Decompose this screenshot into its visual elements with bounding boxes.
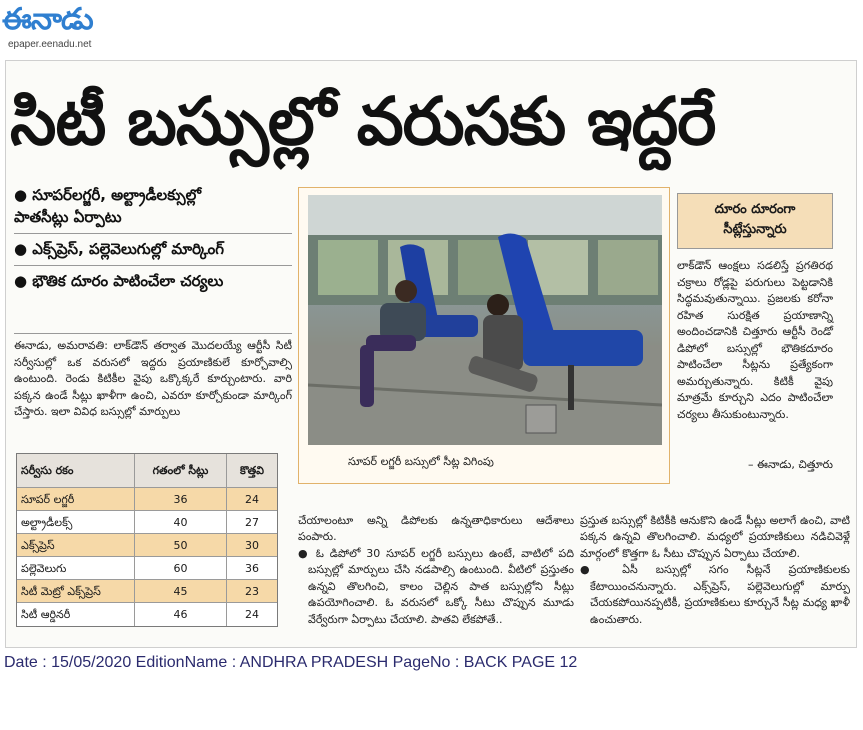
highlight-bullet: ● ఎక్స్‌ప్రెస్, పల్లెవెలుగుల్లో మార్కింగ్: [14, 234, 292, 266]
table-header-row: [17, 454, 277, 488]
logo-wordmark: ఈనాడు: [2, 2, 93, 37]
bus-seats-photo: [308, 195, 662, 445]
article-headline: సిటీ బస్సుల్లో వరుసకు ఇద్దరే: [10, 83, 716, 160]
table-row: [17, 603, 277, 626]
bus-interior-illustration: [308, 195, 662, 445]
seat-count-table: [16, 453, 278, 627]
article-column-a: [298, 496, 574, 645]
site-url[interactable]: epaper.eenadu.net: [8, 39, 92, 50]
highlight-bullet: ● సూపర్‌లగ్జరీ, అల్ట్రాడీలక్సుల్లో పాతసీట్లు ఏర్పాటు: [14, 180, 292, 234]
table-header-cell: సర్వీసు రకం: [17, 454, 135, 487]
table-row: [17, 511, 277, 534]
photo-caption: [308, 451, 662, 473]
new-seats-cell: 24: [245, 493, 259, 506]
old-seats-cell: 46: [135, 603, 227, 626]
sidebar-body: లాక్‌డౌన్ ఆంక్షలు సడలిస్తే ప్రగతిరథ చక్రాలు రోడ్లపై పరుగులు పెట్టడానికి సిద్ధమవుతున్నాయి. ప్రజలకు కరోనా రహిత సురక్షిత ప్రయాణాన్ని అందించడానికి చిత్తూరు ఆర్టీసీ రెండో డిపోలో బస్సుల్లో భౌతికదూరం పాటించేలా సీట్లను ప్రత్యేకంగా అమర్చుతున్నారు. కిటికీ వైపు మాత్రమే కూర్చుని ఎదం పాటించేలా చర్యలు తీసుకుంటున్నారు.: [677, 259, 833, 421]
service-type-cell: సూపర్ లగ్జరీ: [17, 488, 135, 510]
table-header-cell: గతంలో సీట్లు: [135, 454, 227, 487]
column-a-text: చేయాలంటూ అన్ని డిపోలకు ఉన్నతాధికారులు ఆదేశాలు పంపారు.: [298, 513, 574, 543]
article-column-b: [580, 496, 850, 645]
new-seats-cell: 36: [245, 562, 259, 575]
old-seats-cell: 40: [135, 511, 227, 533]
column-a-bullet: ● ఓ డిపోలో 30 సూపర్ లగ్జరీ బస్సులు ఉంటే, వాటిలో పది బస్సుల్లో మార్పులు చేసి నడపాల్సి ఉంటుంది. వీటిలో ప్రస్తుతం ఉన్నవి తొలగించి, కాలం చెల్లిన పాత బస్సుల్లోని సీట్లు ఉపయోగించాలి. ఓ వరుసలో ఒక్కో సీటు చొప్పున మూడు వేర్వేరుగా ఏర్పాటు చేయాలి. పాతవి లేకపోతే..: [298, 546, 574, 626]
table-row: [17, 557, 277, 580]
new-seats-cell: 24: [245, 608, 259, 621]
service-type-cell: సిటీ ఆర్డినరీ: [17, 603, 135, 626]
old-seats-cell: 60: [135, 557, 227, 579]
table-row: [17, 488, 277, 511]
service-type-cell: పల్లెవెలుగు: [17, 557, 135, 579]
column-b-bullet: ● ఏసీ బస్సుల్లో సగం సీట్లనే ప్రయాణికులకు కేటాయించనున్నారు. ఎక్స్‌ప్రెస్, పల్లెవెలుగుల్లో మార్పు చేయకపోయినప్పటికీ, ప్రయాణికులు కూర్చునే సీట్ల మధ్య ఖాళీ ఉంచుతారు.: [580, 563, 850, 626]
new-seats-cell: 30: [245, 539, 259, 552]
column-b-text: ప్రస్తుత బస్సుల్లో కిటికీకి ఆనుకొని ఉండే సీట్లు అలాగే ఉంచి, వాటి పక్కన ఉన్నవి తొలగించాలి. మధ్యలో ప్రయాణికులు నడిచివెళ్లే మార్గంలో కొత్తగా ఓ సీటు చొప్పున ఏర్పాటు చేయాలి.: [580, 513, 850, 560]
table-header-cell: కొత్తవి: [239, 464, 265, 477]
table-row: [17, 534, 277, 557]
edition-footer: Date : 15/05/2020 EditionName : ANDHRA PRADESH PageNo : BACK PAGE 12: [4, 654, 578, 671]
sidebar-credit: – ఈనాడు, చిత్తూరు: [748, 458, 833, 471]
new-seats-cell: 23: [245, 585, 259, 598]
photo-caption-text: సూపర్ లగ్జరీ బస్సులో సీట్ల విగింపు: [348, 455, 494, 468]
sidebar-heading: దూరం దూరంగా సీట్లేస్తున్నారు: [677, 193, 833, 249]
service-type-cell: అల్ట్రాడీలక్స్: [17, 511, 135, 533]
old-seats-cell: 50: [135, 534, 227, 556]
service-type-cell: సిటీ మెట్రో ఎక్స్‌ప్రెస్: [17, 580, 135, 602]
eenadu-logo[interactable]: [2, 2, 137, 52]
table-row: [17, 580, 277, 603]
new-seats-cell: 27: [245, 516, 259, 529]
old-seats-cell: 36: [135, 488, 227, 510]
service-type-cell: ఎక్స్‌ప్రెస్: [17, 534, 135, 556]
old-seats-cell: 45: [135, 580, 227, 602]
article-intro: ఈనాడు, అమరావతి: లాక్‌డౌన్ తర్వాత మొదలయ్యే ఆర్టీసీ సిటీ సర్వీసుల్లో ఒక వరుసలో ఇద్దరు ప్రయాణికులే కూర్చోవాల్సి ఉంటుంది. రెండు కిటికీల వైపు ఒక్కొక్కరే కూర్చుంటారు. వారి పక్కన ఉండే సీట్లు ఖాళీగా ఉంచి, ఎవరూ కూర్చోకుండా మార్కింగ్ చేస్తారు. ఇలా వివిధ బస్సుల్లో మార్పులు: [14, 333, 292, 421]
highlight-bullet: ● భౌతిక దూరం పాటించేలా చర్యలు: [14, 272, 224, 290]
highlight-bullets: [14, 180, 292, 297]
